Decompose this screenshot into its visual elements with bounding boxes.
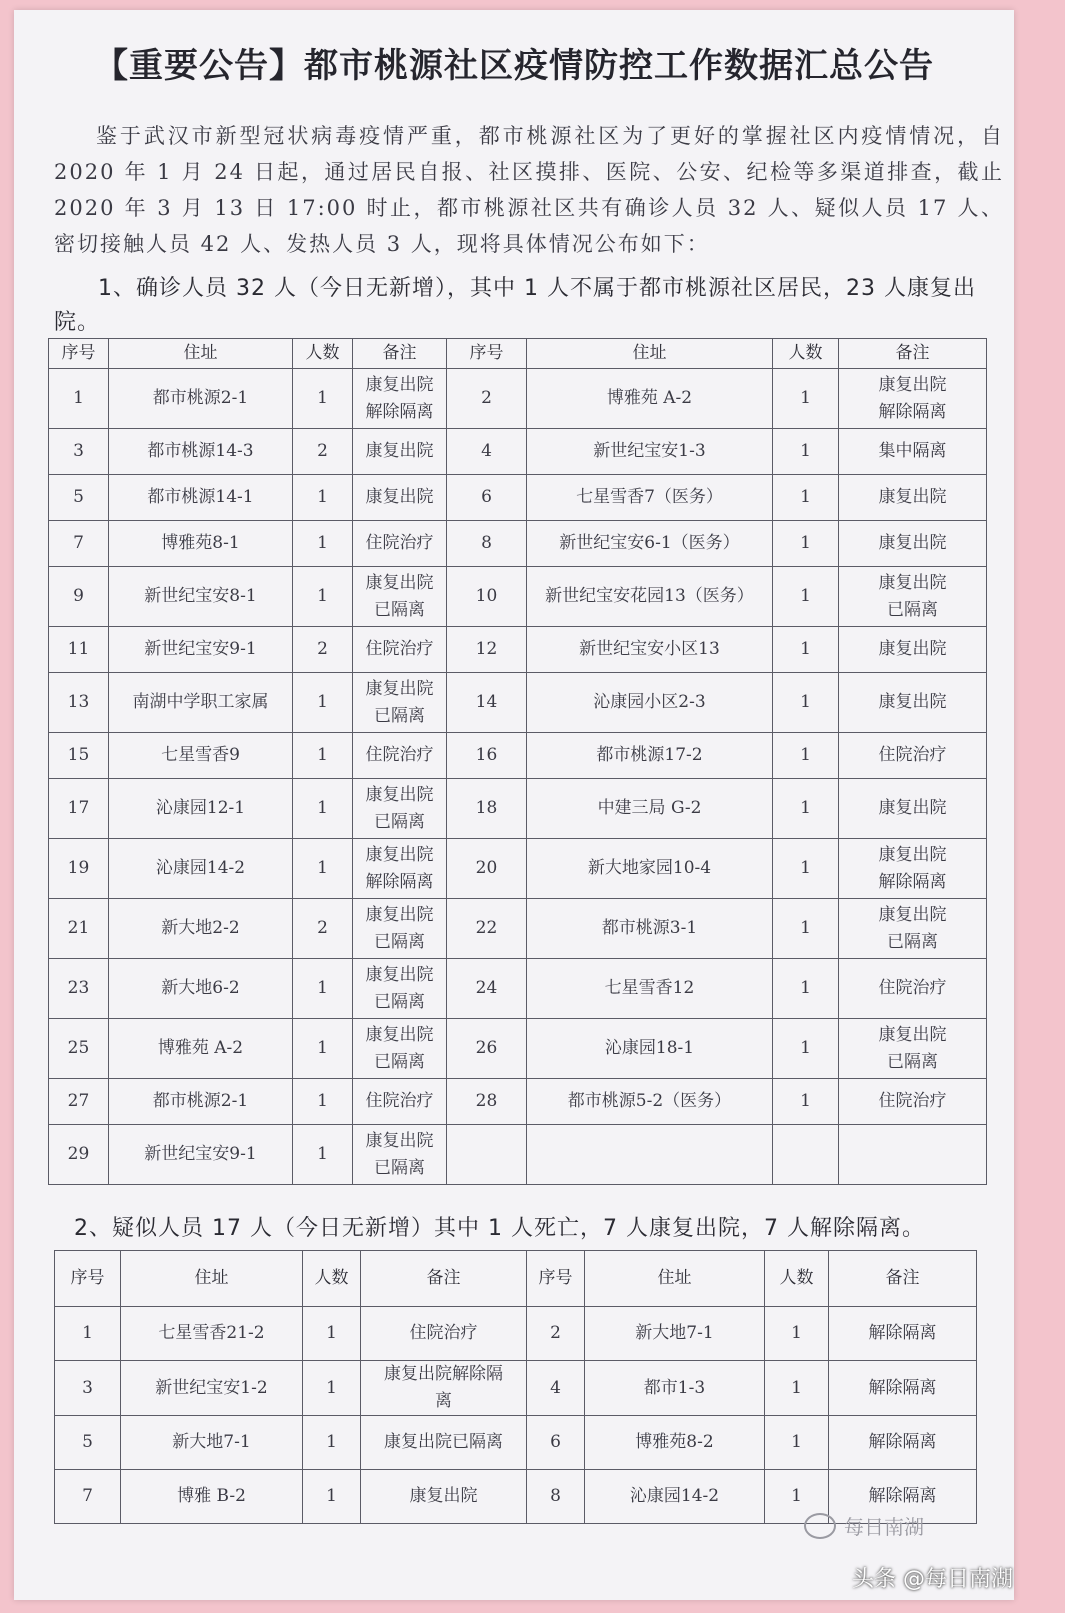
table-cell: 住院治疗 [839,733,987,779]
table-cell: 康复出院 已隔离 [353,567,447,627]
table-row [49,429,987,475]
table-cell: 新世纪宝安8-1 [109,567,293,627]
table-cell: 22 [447,899,527,959]
table-cell: 康复出院 解除隔离 [839,839,987,899]
table-cell: 新世纪宝安小区13 [527,627,773,673]
table-cell: 都市桃源14-3 [109,429,293,475]
table-cell: 沁康园14-2 [585,1470,765,1524]
table-row [49,475,987,521]
table-cell: 1 [293,673,353,733]
table-cell: 1 [773,369,839,429]
table-cell: 2 [293,627,353,673]
header-cell: 备注 [361,1251,527,1307]
table-cell: 新世纪宝安1-3 [527,429,773,475]
table-cell: 解除隔离 [829,1470,977,1524]
table-cell: 都市桃源17-2 [527,733,773,779]
header-cell: 备注 [839,339,987,369]
table-cell: 康复出院 解除隔离 [353,839,447,899]
table-cell: 康复出院 解除隔离 [839,369,987,429]
table-cell: 1 [293,521,353,567]
table-row [49,567,987,627]
table-cell: 解除隔离 [829,1416,977,1470]
table-cell: 住院治疗 [353,521,447,567]
table-cell: 解除隔离 [829,1307,977,1361]
table-cell: 7 [55,1470,121,1524]
table-cell: 博雅苑 A-2 [527,369,773,429]
table-cell: 住院治疗 [353,627,447,673]
header-cell: 备注 [353,339,447,369]
header-cell: 序号 [447,339,527,369]
table-cell: 28 [447,1079,527,1125]
table-cell: 沁康园14-2 [109,839,293,899]
table-cell: 新大地6-2 [109,959,293,1019]
table-cell: 1 [773,779,839,839]
table-cell: 康复出院 [353,429,447,475]
table-cell: 新世纪宝安9-1 [109,1125,293,1185]
table-cell: 1 [773,627,839,673]
table-cell: 20 [447,839,527,899]
table-cell: 中建三局 G-2 [527,779,773,839]
table-cell: 都市桃源5-2（医务） [527,1079,773,1125]
table-cell: 9 [49,567,109,627]
header-cell: 住址 [121,1251,303,1307]
table-cell: 博雅 B-2 [121,1470,303,1524]
header-cell: 人数 [303,1251,361,1307]
table-cell: 新大地7-1 [585,1307,765,1361]
table-cell: 12 [447,627,527,673]
table-cell [527,1125,773,1185]
table-cell: 1 [773,959,839,1019]
table-cell: 康复出院 已隔离 [353,899,447,959]
table-cell: 康复出院已隔离 [361,1416,527,1470]
table-cell: 1 [773,1019,839,1079]
table-cell: 24 [447,959,527,1019]
table-cell: 15 [49,733,109,779]
footer-credit: 头条 @每日南湖 [852,1567,1013,1592]
table-cell: 2 [293,429,353,475]
table-cell: 6 [447,475,527,521]
table-row [49,369,987,429]
table-cell: 29 [49,1125,109,1185]
table-row [49,733,987,779]
table-cell: 七星雪香7（医务） [527,475,773,521]
table-cell: 康复出院 已隔离 [839,1019,987,1079]
table-cell: 1 [293,1125,353,1185]
table-cell: 住院治疗 [839,1079,987,1125]
table-cell: 25 [49,1019,109,1079]
table-row [49,627,987,673]
table-cell: 博雅苑8-2 [585,1416,765,1470]
table-cell: 康复出院 已隔离 [839,899,987,959]
table-cell [839,1125,987,1185]
table-row [49,779,987,839]
table-cell: 1 [293,1019,353,1079]
table-cell: 1 [293,567,353,627]
table-cell: 七星雪香9 [109,733,293,779]
table-cell: 6 [527,1416,585,1470]
table-cell: 1 [293,959,353,1019]
table-cell: 13 [49,673,109,733]
table-cell: 3 [55,1361,121,1416]
table-cell: 集中隔离 [839,429,987,475]
table-cell: 3 [49,429,109,475]
table-cell: 沁康园18-1 [527,1019,773,1079]
table-cell: 康复出院 已隔离 [353,959,447,1019]
watermark-text: 每日南湖 [844,1515,924,1539]
table-cell: 1 [773,839,839,899]
table-cell: 1 [303,1361,361,1416]
table-cell: 1 [765,1416,829,1470]
table-row [49,1125,987,1185]
table-cell: 新大地家园10-4 [527,839,773,899]
table-cell: 1 [293,779,353,839]
table-cell: 1 [773,521,839,567]
intro-paragraph: 鉴于武汉市新型冠状病毒疫情严重，都市桃源社区为了更好的掌握社区内疫情情况，自 2020 年 1 月 24 日起，通过居民自报、社区摸排、医院、公安、纪检等多渠道排查，截止 2020 年 3 月 13 日 17:00 时止，都市桃源社区共有确诊人员 32 人、疑似人员 17 人、密切接触人员 42 人、发热人员 3 人，现将具体情况公布如下： [54,124,1004,256]
table-cell: 1 [303,1470,361,1524]
table-row [49,1019,987,1079]
table-row [49,1079,987,1125]
table-row [55,1361,977,1416]
table-cell: 1 [765,1361,829,1416]
table-cell: 11 [49,627,109,673]
table-cell: 1 [293,839,353,899]
table-cell: 新大地2-2 [109,899,293,959]
table-cell: 27 [49,1079,109,1125]
table-row [55,1307,977,1361]
table-cell: 新世纪宝安花园13（医务） [527,567,773,627]
table-cell: 1 [293,1079,353,1125]
table-cell: 康复出院 [361,1470,527,1524]
header-cell: 住址 [585,1251,765,1307]
table-cell: 都市桃源14-1 [109,475,293,521]
table-cell: 新世纪宝安9-1 [109,627,293,673]
header-cell: 住址 [527,339,773,369]
table-cell: 1 [293,369,353,429]
table-cell: 沁康园12-1 [109,779,293,839]
header-cell: 人数 [773,339,839,369]
wechat-icon [804,1513,836,1539]
table-cell: 26 [447,1019,527,1079]
table-cell: 18 [447,779,527,839]
table-cell [447,1125,527,1185]
document-page [14,10,1014,1600]
table-cell: 新世纪宝安1-2 [121,1361,303,1416]
table-header-row [49,339,987,369]
table-row [49,673,987,733]
section-1-heading: 1、确诊人员 32 人（今日无新增），其中 1 人不属于都市桃源社区居民，23 人康复出院。 [54,276,976,335]
suspected-cases-table [54,1250,977,1524]
table-cell: 8 [527,1470,585,1524]
confirmed-cases-table [48,338,987,1185]
table-cell: 2 [293,899,353,959]
table-cell: 康复出院 已隔离 [353,673,447,733]
table-cell: 1 [293,733,353,779]
table-cell: 1 [773,733,839,779]
table-cell: 21 [49,899,109,959]
table-cell: 1 [765,1470,829,1524]
table-cell: 康复出院 已隔离 [353,779,447,839]
table-cell: 都市桃源2-1 [109,1079,293,1125]
table-cell: 5 [49,475,109,521]
table-cell: 康复出院 [839,521,987,567]
header-cell: 序号 [49,339,109,369]
table-cell: 沁康园小区2-3 [527,673,773,733]
table-cell: 都市桃源3-1 [527,899,773,959]
table-cell: 1 [773,899,839,959]
table-cell: 10 [447,567,527,627]
table-cell: 康复出院 [839,673,987,733]
table-cell: 1 [303,1307,361,1361]
table-cell: 住院治疗 [353,733,447,779]
watermark [804,1511,924,1540]
section-2-heading: 2、疑似人员 17 人（今日无新增）其中 1 人死亡，7 人康复出院，7 人解除隔离。 [74,1216,925,1241]
table-cell: 17 [49,779,109,839]
table-row [49,899,987,959]
table-cell: 博雅苑 A-2 [109,1019,293,1079]
table-cell: 1 [773,567,839,627]
table-cell: 1 [773,673,839,733]
table-cell: 14 [447,673,527,733]
table-cell: 南湖中学职工家属 [109,673,293,733]
table-cell: 新世纪宝安6-1（医务） [527,521,773,567]
table-cell: 5 [55,1416,121,1470]
table-cell: 2 [447,369,527,429]
table-cell: 七星雪香21-2 [121,1307,303,1361]
table-cell: 都市桃源2-1 [109,369,293,429]
header-cell: 序号 [55,1251,121,1307]
table-cell: 7 [49,521,109,567]
table-cell: 4 [447,429,527,475]
header-cell: 序号 [527,1251,585,1307]
table-cell: 住院治疗 [361,1307,527,1361]
table-cell: 康复出院 已隔离 [839,567,987,627]
header-cell: 人数 [765,1251,829,1307]
table-cell: 康复出院 已隔离 [353,1019,447,1079]
table-cell: 4 [527,1361,585,1416]
header-cell: 备注 [829,1251,977,1307]
table-cell: 康复出院解除隔 离 [361,1361,527,1416]
table-cell: 1 [55,1307,121,1361]
table-row [49,959,987,1019]
table-cell: 19 [49,839,109,899]
table-cell: 康复出院 [839,627,987,673]
header-cell: 人数 [293,339,353,369]
table-cell: 解除隔离 [829,1361,977,1416]
table-cell: 七星雪香12 [527,959,773,1019]
table-cell: 新大地7-1 [121,1416,303,1470]
page-title: 【重要公告】都市桃源社区疫情防控工作数据汇总公告 [94,46,934,86]
table-cell: 1 [773,475,839,521]
table-cell: 博雅苑8-1 [109,521,293,567]
table-cell [773,1125,839,1185]
table-cell: 1 [773,1079,839,1125]
table-cell: 1 [303,1416,361,1470]
table-cell: 住院治疗 [353,1079,447,1125]
table-row [49,839,987,899]
table-cell: 1 [765,1307,829,1361]
table-cell: 康复出院 解除隔离 [353,369,447,429]
table-cell: 康复出院 [839,475,987,521]
table-cell: 1 [49,369,109,429]
table-cell: 2 [527,1307,585,1361]
table-cell: 康复出院 [353,475,447,521]
table-cell: 23 [49,959,109,1019]
table-cell: 16 [447,733,527,779]
table-cell: 1 [773,429,839,475]
table-header-row [55,1251,977,1307]
table-cell: 康复出院 已隔离 [353,1125,447,1185]
header-cell: 住址 [109,339,293,369]
table-cell: 康复出院 [839,779,987,839]
table-cell: 都市1-3 [585,1361,765,1416]
table-row [55,1416,977,1470]
table-cell: 1 [293,475,353,521]
table-cell: 8 [447,521,527,567]
table-row [49,521,987,567]
table-cell: 住院治疗 [839,959,987,1019]
